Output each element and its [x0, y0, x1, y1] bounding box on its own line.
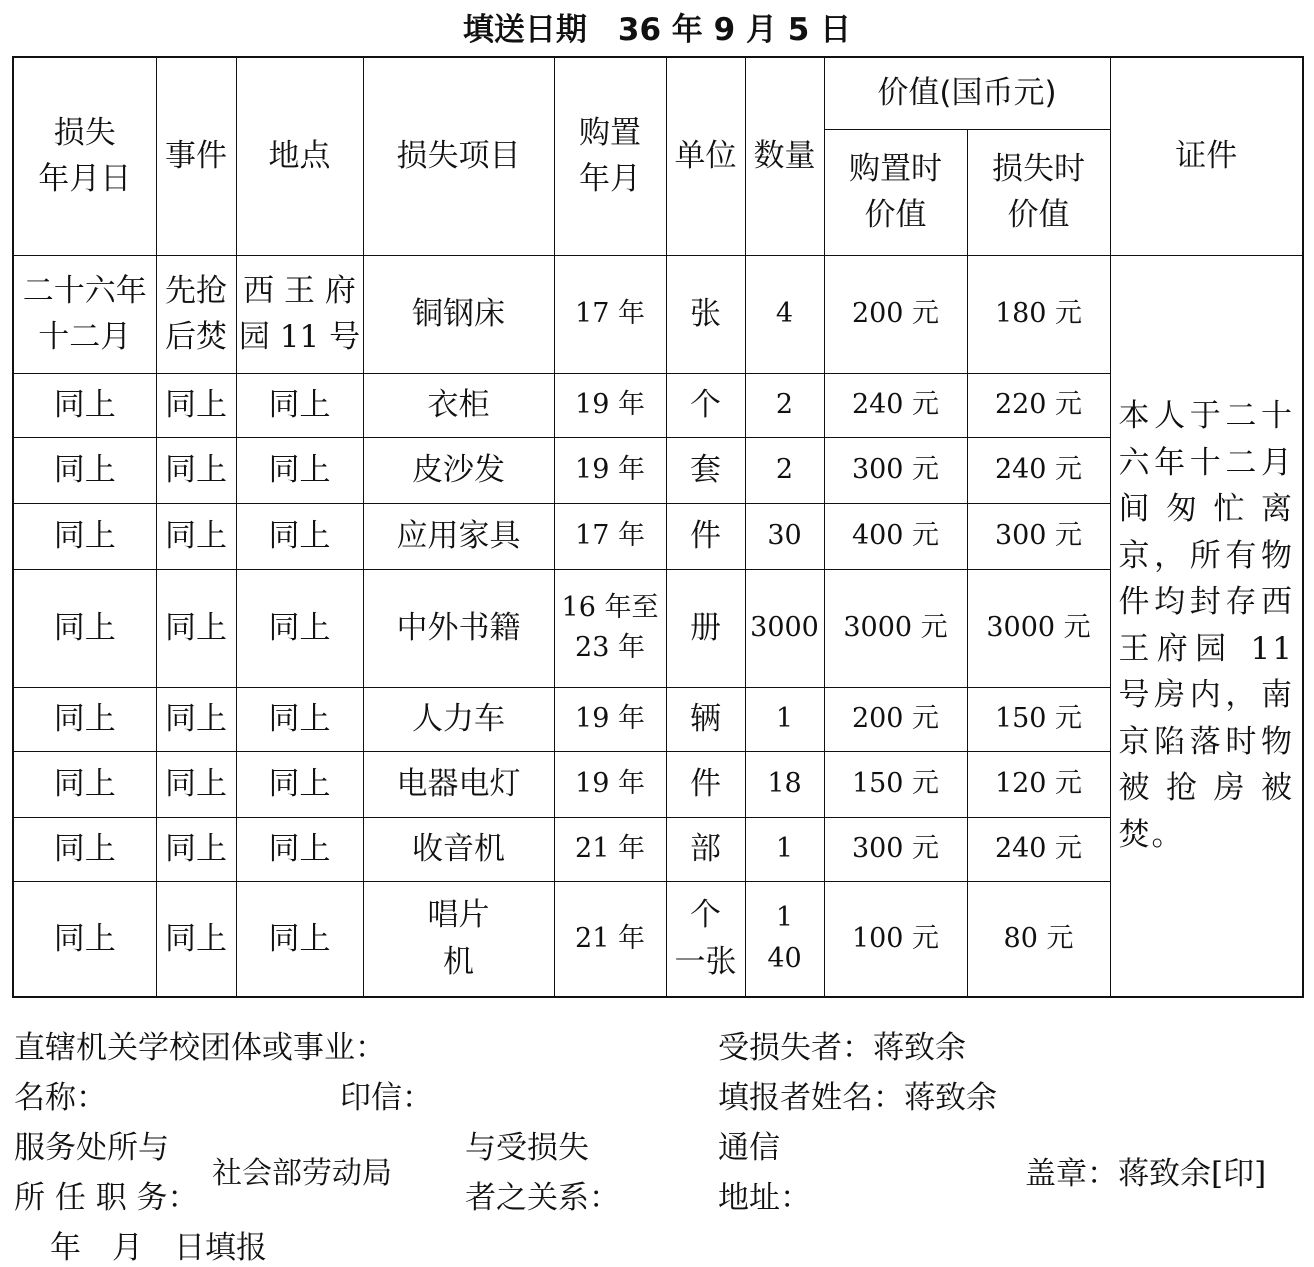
place-cell: 同上	[236, 817, 363, 881]
loss-date-cell: 同上	[13, 569, 156, 687]
header-value-at-loss: 损失时 价值	[967, 129, 1110, 255]
place-cell: 同上	[236, 437, 363, 503]
value-at-loss-cell: 120 元	[967, 751, 1110, 817]
event-cell: 同上	[156, 687, 236, 751]
seal-label: 印信：	[340, 1080, 433, 1116]
quantity-cell: 2	[745, 373, 824, 437]
table-row	[13, 881, 1303, 997]
value-at-purchase-cell: 200 元	[824, 255, 967, 373]
loss-table	[12, 56, 1304, 998]
quantity-cell: 1 40	[745, 881, 824, 997]
certificate-note: 本人于二十六年十二月间匆忙离京，所有物件均封存西王府园 11 号房内，南京陷落时物被抢房被焚。	[1110, 255, 1303, 997]
header-loss-item: 损失项目	[363, 57, 554, 255]
unit-cell: 部	[666, 817, 745, 881]
loss-item-cell: 中外书籍	[363, 569, 554, 687]
loss-item-cell: 人力车	[363, 687, 554, 751]
name-label: 名称：	[14, 1080, 107, 1116]
value-at-loss-cell: 240 元	[967, 817, 1110, 881]
table-row	[13, 569, 1303, 687]
purchase-date-cell: 19 年	[554, 751, 666, 817]
purchase-date-cell: 19 年	[554, 687, 666, 751]
header-unit: 单位	[666, 57, 745, 255]
purchase-date-cell: 21 年	[554, 817, 666, 881]
value-at-purchase-cell: 300 元	[824, 437, 967, 503]
reporter-name: 填报者姓名：蒋致余	[718, 1080, 997, 1116]
event-cell: 同上	[156, 569, 236, 687]
purchase-date-cell: 19 年	[554, 437, 666, 503]
service-label-line1: 服务处所与	[14, 1130, 169, 1166]
event-cell: 同上	[156, 437, 236, 503]
loss-date-cell: 同上	[13, 373, 156, 437]
unit-cell: 套	[666, 437, 745, 503]
purchase-date-cell: 16 年至 23 年	[554, 569, 666, 687]
loss-date-cell: 同上	[13, 751, 156, 817]
org-label: 直辖机关学校团体或事业：	[14, 1030, 386, 1066]
value-at-purchase-cell: 100 元	[824, 881, 967, 997]
loss-date-cell: 二十六年 十二月	[13, 255, 156, 373]
place-cell: 西 王 府 园 11 号	[236, 255, 363, 373]
victim-name: 受损失者：蒋致余	[718, 1030, 966, 1066]
event-cell: 同上	[156, 503, 236, 569]
loss-item-cell: 衣柜	[363, 373, 554, 437]
quantity-cell: 1	[745, 687, 824, 751]
event-cell: 同上	[156, 881, 236, 997]
value-at-loss-cell: 3000 元	[967, 569, 1110, 687]
place-cell: 同上	[236, 751, 363, 817]
purchase-date-cell: 21 年	[554, 881, 666, 997]
place-cell: 同上	[236, 881, 363, 997]
table-row	[13, 817, 1303, 881]
loss-item-cell: 铜钢床	[363, 255, 554, 373]
header-value-at-purchase: 购置时 价值	[824, 129, 967, 255]
value-at-purchase-cell: 3000 元	[824, 569, 967, 687]
purchase-date-cell: 17 年	[554, 255, 666, 373]
place-cell: 同上	[236, 503, 363, 569]
unit-cell: 张	[666, 255, 745, 373]
table-row	[13, 503, 1303, 569]
service-value: 社会部劳动局	[212, 1156, 392, 1191]
table-row	[13, 687, 1303, 751]
fill-report-date: 年 月 日填报	[50, 1230, 267, 1266]
unit-cell: 件	[666, 751, 745, 817]
table-row	[13, 751, 1303, 817]
purchase-date-cell: 17 年	[554, 503, 666, 569]
event-cell: 同上	[156, 817, 236, 881]
loss-item-cell: 唱片 机	[363, 881, 554, 997]
header-certificate: 证件	[1110, 57, 1303, 255]
loss-date-cell: 同上	[13, 437, 156, 503]
header-loss-date: 损失 年月日	[13, 57, 156, 255]
event-cell: 先抢 后焚	[156, 255, 236, 373]
header-purchase-date: 购置 年月	[554, 57, 666, 255]
header-event: 事件	[156, 57, 236, 255]
value-at-loss-cell: 300 元	[967, 503, 1110, 569]
purchase-date-cell: 19 年	[554, 373, 666, 437]
loss-item-cell: 皮沙发	[363, 437, 554, 503]
loss-date-cell: 同上	[13, 881, 156, 997]
quantity-cell: 18	[745, 751, 824, 817]
table-row	[13, 255, 1303, 373]
event-cell: 同上	[156, 373, 236, 437]
place-cell: 同上	[236, 687, 363, 751]
service-label-line2: 所 任 职 务：	[14, 1180, 199, 1216]
header-quantity: 数量	[745, 57, 824, 255]
header-value-group: 价值(国币元)	[824, 57, 1110, 129]
event-cell: 同上	[156, 751, 236, 817]
address-label-line1: 通信	[718, 1130, 780, 1166]
loss-date-cell: 同上	[13, 503, 156, 569]
value-at-purchase-cell: 200 元	[824, 687, 967, 751]
quantity-cell: 1	[745, 817, 824, 881]
value-at-loss-cell: 240 元	[967, 437, 1110, 503]
loss-date-cell: 同上	[13, 687, 156, 751]
value-at-purchase-cell: 400 元	[824, 503, 967, 569]
quantity-cell: 2	[745, 437, 824, 503]
loss-item-cell: 应用家具	[363, 503, 554, 569]
unit-cell: 册	[666, 569, 745, 687]
unit-cell: 件	[666, 503, 745, 569]
table-row	[13, 437, 1303, 503]
quantity-cell: 30	[745, 503, 824, 569]
place-cell: 同上	[236, 569, 363, 687]
loss-item-cell: 电器电灯	[363, 751, 554, 817]
loss-date-cell: 同上	[13, 817, 156, 881]
stamp: 盖章：蒋致余[印]	[1025, 1156, 1267, 1192]
value-at-loss-cell: 220 元	[967, 373, 1110, 437]
table-row	[13, 373, 1303, 437]
value-at-purchase-cell: 240 元	[824, 373, 967, 437]
loss-item-cell: 收音机	[363, 817, 554, 881]
value-at-loss-cell: 80 元	[967, 881, 1110, 997]
value-at-purchase-cell: 150 元	[824, 751, 967, 817]
unit-cell: 个 一张	[666, 881, 745, 997]
value-at-loss-cell: 180 元	[967, 255, 1110, 373]
unit-cell: 个	[666, 373, 745, 437]
address-label-line2: 地址：	[718, 1180, 811, 1216]
relation-label-line2: 者之关系：	[465, 1180, 620, 1216]
relation-label-line1: 与受损失	[465, 1130, 589, 1166]
value-at-purchase-cell: 300 元	[824, 817, 967, 881]
header-place: 地点	[236, 57, 363, 255]
place-cell: 同上	[236, 373, 363, 437]
quantity-cell: 4	[745, 255, 824, 373]
quantity-cell: 3000	[745, 569, 824, 687]
value-at-loss-cell: 150 元	[967, 687, 1110, 751]
unit-cell: 辆	[666, 687, 745, 751]
fill-date: 填送日期 36 年 9 月 5 日	[462, 12, 852, 48]
